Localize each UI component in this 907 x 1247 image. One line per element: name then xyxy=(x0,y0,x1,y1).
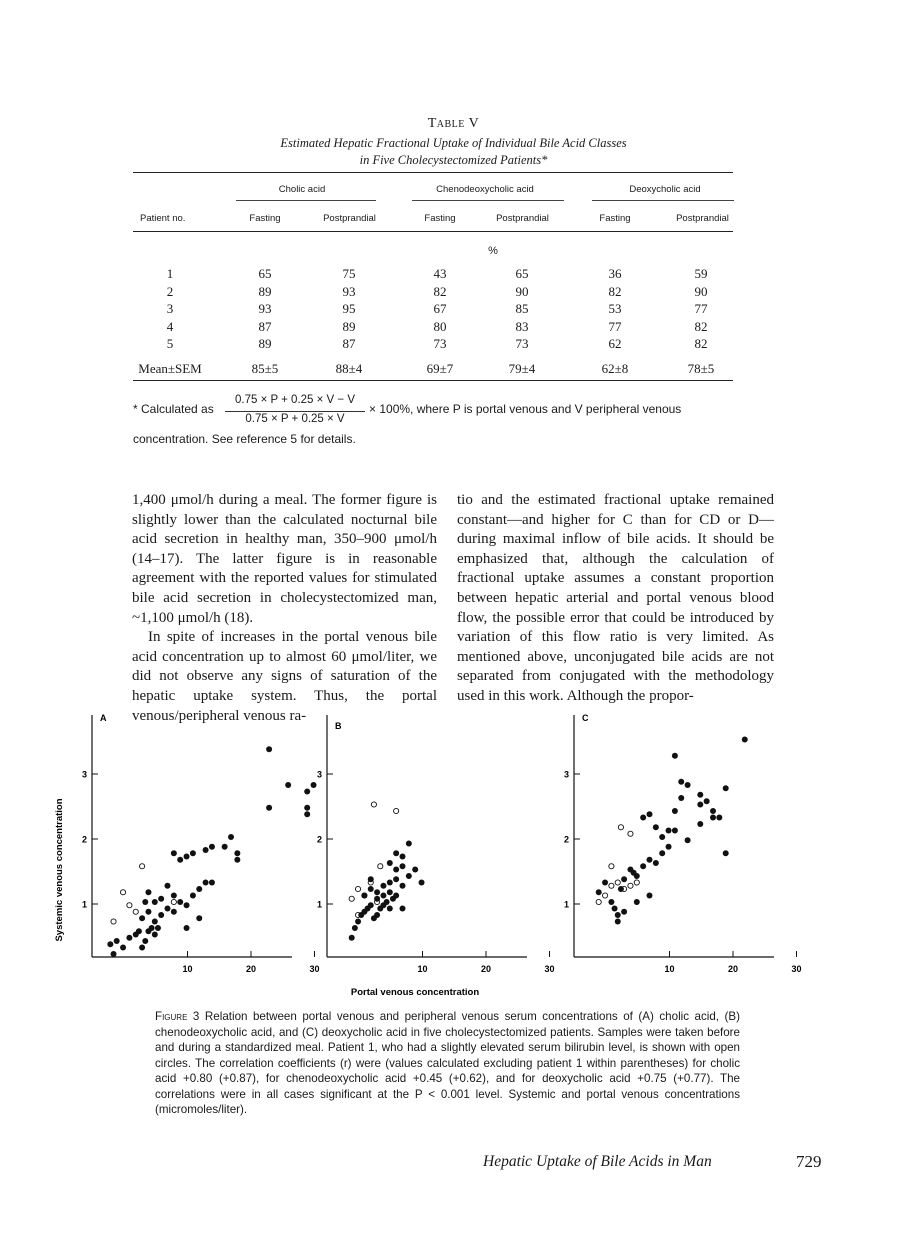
data-point-filled xyxy=(400,863,406,869)
data-point-filled xyxy=(126,935,132,941)
table-top-rule xyxy=(133,172,733,173)
data-point-filled xyxy=(285,782,291,788)
figure-caption xyxy=(155,1009,740,1118)
footnote-prefix: * Calculated as xyxy=(133,402,214,416)
data-point-open xyxy=(609,883,614,888)
data-point-filled xyxy=(406,873,412,879)
data-point-filled xyxy=(266,746,272,752)
scatter-panel-a xyxy=(82,713,320,974)
table-row-cell: 93 xyxy=(258,301,272,316)
data-point-filled xyxy=(266,805,272,811)
data-point-filled xyxy=(387,889,393,895)
table-row-cell: 85 xyxy=(515,301,529,316)
table-row-row-label: 4 xyxy=(166,318,174,334)
formula-numerator: 0.75 × P + 0.25 × V − V xyxy=(235,394,355,406)
data-point-filled xyxy=(203,880,209,886)
group-rule-cholic xyxy=(236,200,376,201)
table-bottom-rule xyxy=(133,380,733,381)
data-point-filled xyxy=(349,935,355,941)
data-point-filled xyxy=(368,886,374,892)
data-point-filled xyxy=(716,815,722,821)
data-point-filled xyxy=(196,915,202,921)
table-row-cell: 82 xyxy=(694,336,708,351)
data-point-filled xyxy=(209,844,215,850)
data-point-filled xyxy=(634,873,640,879)
data-point-filled xyxy=(158,896,164,902)
table-row-cell: 73 xyxy=(433,336,447,351)
subheader-2: Postprandial xyxy=(323,213,376,224)
data-point-filled xyxy=(136,928,142,934)
x-tick-label: 30 xyxy=(791,964,802,974)
table-row-row-label: 5 xyxy=(166,336,174,351)
table-row-cell: 73 xyxy=(515,336,529,351)
data-point-filled xyxy=(158,912,164,918)
y-tick-label: 3 xyxy=(563,769,569,780)
caption-text: Relation between portal venous and peripheral venous serum concentrations of (A) cholic acid, (B) chenodeoxycholic acid, and (C) deoxycholic acid in five cholecystectomized patients. Samples were taken before and during a standardized meal. Patient 1, who had a slightly elevated serum bilirubin level, is shown with open circles. The correlation coefficients (r) were (values calculated excluding patient 1 within parentheses) for cholic acid +0.80 (+0.87), for chenodeoxycholic acid +0.45 (+0.62), and for deoxycholic acid +0.75 (+0.77). The correlations were in all cases significant at the P < 0.001 level. Systemic and portal venous concentrations (micromoles/liter). xyxy=(155,1010,740,1116)
y-axis-label: Systemic venous concentration xyxy=(54,798,65,942)
caption-label: Figure 3 xyxy=(155,1010,200,1023)
data-point-filled xyxy=(368,902,374,908)
data-point-filled xyxy=(659,834,665,840)
formula-bar xyxy=(225,411,365,412)
table-row-cell: 80 xyxy=(433,318,447,334)
data-point-filled xyxy=(621,876,627,882)
data-point-filled xyxy=(659,850,665,856)
table-row-cell: 87 xyxy=(342,336,356,351)
table-row-cell: 90 xyxy=(515,283,529,299)
data-point-filled xyxy=(672,828,678,834)
data-point-filled xyxy=(374,912,380,918)
data-point-filled xyxy=(387,906,393,912)
table-subtitle-line1: Estimated Hepatic Fractional Uptake of Individual Bile Acid Classes xyxy=(280,136,627,150)
group-rule-deoxy xyxy=(592,200,734,201)
data-point-filled xyxy=(222,844,228,850)
page-number: 729 xyxy=(796,1152,822,1171)
data-point-filled xyxy=(139,945,145,951)
data-point-open xyxy=(371,802,376,807)
table-row-cell: 89 xyxy=(342,318,356,334)
table-row-cell: 65 xyxy=(258,266,272,281)
data-point-filled xyxy=(352,925,358,931)
table-row-cell: 62 xyxy=(608,336,622,351)
x-tick-label: 10 xyxy=(664,964,675,974)
data-point-filled xyxy=(666,844,672,850)
data-point-filled xyxy=(304,811,310,817)
data-point-filled xyxy=(678,795,684,801)
data-point-filled xyxy=(190,850,196,856)
figure-3-scatter-plots xyxy=(50,705,820,1005)
data-point-filled xyxy=(400,883,406,889)
y-tick-label: 2 xyxy=(316,834,322,845)
y-tick-label: 2 xyxy=(563,834,569,845)
panel-letter: B xyxy=(335,721,342,731)
scatter-panel-b xyxy=(317,715,555,974)
data-point-filled xyxy=(120,945,126,951)
patient-header: Patient no. xyxy=(140,213,186,224)
table-row-row-label: 3 xyxy=(166,301,174,316)
mean-cell: 85±5 xyxy=(251,361,279,376)
y-tick-label: 1 xyxy=(563,899,569,910)
data-point-filled xyxy=(615,919,621,925)
body-left-column xyxy=(132,491,437,726)
data-point-filled xyxy=(710,808,716,814)
footnote-line2: concentration. See reference 5 for details. xyxy=(133,432,356,446)
table-title: Table V xyxy=(427,116,480,131)
table-row-cell: 77 xyxy=(694,301,708,316)
data-point-filled xyxy=(393,850,399,856)
table-row-cell: 82 xyxy=(694,318,708,334)
y-tick-label: 1 xyxy=(316,899,322,910)
scatter-panel-c xyxy=(564,713,802,974)
data-point-filled xyxy=(647,857,653,863)
group-header-cholic: Cholic acid xyxy=(278,184,326,195)
data-point-filled xyxy=(672,808,678,814)
y-tick-label: 1 xyxy=(81,899,87,910)
data-point-open xyxy=(596,899,601,904)
formula-denominator: 0.75 × P + 0.25 × V xyxy=(245,413,345,425)
mean-cell: 78±5 xyxy=(687,361,715,376)
subheader-3: Fasting xyxy=(424,213,456,224)
data-point-filled xyxy=(234,850,240,856)
data-point-open xyxy=(140,864,145,869)
data-point-filled xyxy=(596,889,602,895)
data-point-filled xyxy=(111,951,117,957)
data-point-filled xyxy=(640,815,646,821)
data-point-filled xyxy=(412,867,418,873)
data-point-open xyxy=(634,880,639,885)
data-point-filled xyxy=(653,860,659,866)
table-header-rule xyxy=(133,231,733,232)
table-row-cell: 82 xyxy=(433,283,447,299)
body-left-paragraph-1: 1,400 μmol/h during a meal. The former figure is slightly lower than the calculated nocturnal bile acid secretion in healthy man, 350–900 μmol/h (14–17). The latter figure is in reasonable agreement with the reported values for stimulated bile acid secretion in cholecystectomized man, ~1,100 μmol/h (18). xyxy=(132,492,437,626)
data-point-filled xyxy=(149,925,155,931)
data-point-filled xyxy=(678,779,684,785)
data-point-filled xyxy=(393,893,399,899)
mean-cell: 88±4 xyxy=(335,361,363,376)
table-row-cell: 77 xyxy=(608,318,622,334)
group-rule-cheno xyxy=(412,200,564,201)
body-right-column: tio and the estimated fractional uptake remained constant—and higher for C than for CD or D—during maximal inflow of bile acids. It should be emphasized that, although the calculation of fractional uptake assumes a constant proportion between hepatic arterial and portal venous blood flow, the possible error that could be introduced by variation of this flow ratio is very limited. As mentioned above, unconjugated bile acids are not separated from conjugated with the methodology used in this work. Although the propor- xyxy=(457,492,774,704)
data-point-filled xyxy=(203,847,209,853)
table-row-cell: 75 xyxy=(342,266,356,281)
subheader-1: Fasting xyxy=(249,213,281,224)
table-row-cell: 95 xyxy=(342,301,356,316)
data-point-filled xyxy=(400,906,406,912)
x-tick-label: 10 xyxy=(417,964,428,974)
data-point-filled xyxy=(171,909,177,915)
mean-cell: 79±4 xyxy=(508,361,536,376)
panel-letter: C xyxy=(582,713,589,723)
data-point-filled xyxy=(608,899,614,905)
data-point-filled xyxy=(710,815,716,821)
y-tick-label: 3 xyxy=(81,769,87,780)
data-point-open xyxy=(628,883,633,888)
data-point-filled xyxy=(640,863,646,869)
data-point-filled xyxy=(139,915,145,921)
data-point-filled xyxy=(355,919,361,925)
data-point-filled xyxy=(165,906,171,912)
table-row-cell: 36 xyxy=(608,266,622,281)
data-point-filled xyxy=(653,824,659,830)
table-row-cell: 67 xyxy=(433,301,447,316)
data-point-filled xyxy=(304,789,310,795)
data-point-open xyxy=(615,880,620,885)
data-point-filled xyxy=(311,782,317,788)
data-point-filled xyxy=(107,941,113,947)
table-row-row-label: 1 xyxy=(166,266,174,281)
mean-cell: 62±8 xyxy=(601,361,629,376)
data-point-filled xyxy=(384,899,390,905)
mean-cell: 69±7 xyxy=(426,361,454,376)
data-point-filled xyxy=(171,893,177,899)
body-left-paragraph-2: In spite of increases in the portal venous bile acid concentration up to almost 60 μmol/liter, we did not observe any signs of saturation of the hepatic uptake system. Thus, the portal venous/peripheral venous ra- xyxy=(132,629,437,724)
data-point-filled xyxy=(145,889,151,895)
data-point-filled xyxy=(142,938,148,944)
data-point-filled xyxy=(612,906,618,912)
y-tick-label: 3 xyxy=(316,769,322,780)
data-point-open xyxy=(133,909,138,914)
data-point-filled xyxy=(387,880,393,886)
x-tick-label: 10 xyxy=(182,964,193,974)
data-point-open xyxy=(609,864,614,869)
data-point-filled xyxy=(165,883,171,889)
data-point-filled xyxy=(704,798,710,804)
data-point-open xyxy=(618,825,623,830)
x-tick-label: 20 xyxy=(727,964,739,974)
mean-row-label: Mean±SEM xyxy=(138,361,202,376)
data-point-filled xyxy=(196,886,202,892)
table-row-cell: 90 xyxy=(694,283,708,299)
subheader-6: Postprandial xyxy=(676,213,729,224)
data-point-filled xyxy=(114,938,120,944)
data-point-filled xyxy=(647,893,653,899)
data-point-filled xyxy=(419,880,425,886)
data-point-filled xyxy=(666,828,672,834)
data-point-open xyxy=(394,808,399,813)
data-point-filled xyxy=(234,857,240,863)
data-point-filled xyxy=(393,876,399,882)
data-point-filled xyxy=(393,867,399,873)
data-point-filled xyxy=(304,805,310,811)
data-point-filled xyxy=(177,899,183,905)
data-point-open xyxy=(120,890,125,895)
data-point-filled xyxy=(177,857,183,863)
x-tick-label: 30 xyxy=(544,964,555,974)
data-point-filled xyxy=(621,909,627,915)
data-point-filled xyxy=(647,811,653,817)
table-row-cell: 82 xyxy=(608,283,622,299)
data-point-filled xyxy=(190,893,196,899)
data-point-filled xyxy=(380,883,386,889)
data-point-filled xyxy=(672,753,678,759)
table-row-cell: 65 xyxy=(515,266,529,281)
data-point-filled xyxy=(723,850,729,856)
panel-letter: A xyxy=(100,713,107,723)
x-tick-label: 20 xyxy=(245,964,257,974)
data-point-filled xyxy=(602,880,608,886)
data-point-filled xyxy=(142,899,148,905)
data-point-filled xyxy=(406,841,412,847)
table-row-cell: 89 xyxy=(258,283,272,299)
data-point-open xyxy=(378,864,383,869)
data-point-filled xyxy=(228,834,234,840)
x-axis-label: Portal venous concentration xyxy=(350,987,480,998)
data-point-filled xyxy=(374,889,380,895)
data-point-filled xyxy=(697,792,703,798)
table-row-row-label: 2 xyxy=(166,283,174,299)
data-point-filled xyxy=(184,925,190,931)
table-subtitle-line2: in Five Cholecystectomized Patients* xyxy=(359,153,548,167)
subheader-4: Postprandial xyxy=(496,213,549,224)
data-point-filled xyxy=(155,925,161,931)
data-point-filled xyxy=(184,854,190,860)
table-row-cell: 83 xyxy=(515,318,529,334)
table-row-cell: 59 xyxy=(694,266,708,281)
data-point-filled xyxy=(742,737,748,743)
data-point-open xyxy=(349,896,354,901)
data-point-filled xyxy=(152,919,158,925)
data-point-filled xyxy=(209,880,215,886)
table-row-cell: 53 xyxy=(608,301,622,316)
table-row-cell: 93 xyxy=(342,283,356,299)
data-point-open xyxy=(602,893,607,898)
data-point-filled xyxy=(184,902,190,908)
x-tick-label: 20 xyxy=(480,964,492,974)
y-tick-label: 2 xyxy=(81,834,87,845)
table-row-cell: 43 xyxy=(433,266,447,281)
data-point-open xyxy=(628,831,633,836)
data-point-filled xyxy=(685,782,691,788)
data-point-filled xyxy=(380,893,386,899)
group-header-cheno: Chenodeoxycholic acid xyxy=(436,184,534,195)
data-point-filled xyxy=(171,850,177,856)
data-point-filled xyxy=(387,860,393,866)
table-row-cell: 89 xyxy=(258,336,272,351)
data-point-filled xyxy=(634,899,640,905)
subheader-5: Fasting xyxy=(599,213,631,224)
data-point-filled xyxy=(400,854,406,860)
data-point-filled xyxy=(697,802,703,808)
data-point-open xyxy=(111,919,116,924)
data-point-filled xyxy=(697,821,703,827)
data-point-open xyxy=(127,903,132,908)
x-tick-label: 30 xyxy=(309,964,320,974)
unit-label: % xyxy=(488,245,498,257)
data-point-filled xyxy=(145,909,151,915)
data-point-open xyxy=(171,899,176,904)
data-point-filled xyxy=(152,932,158,938)
data-point-filled xyxy=(723,785,729,791)
footnote-suffix: × 100%, where P is portal venous and V peripheral venous xyxy=(369,402,682,416)
running-head: Hepatic Uptake of Bile Acids in Man xyxy=(483,1153,712,1170)
table-row-cell: 87 xyxy=(258,318,272,334)
data-point-open xyxy=(355,886,360,891)
group-header-deoxy: Deoxycholic acid xyxy=(629,184,701,195)
data-point-filled xyxy=(615,912,621,918)
data-point-filled xyxy=(685,837,691,843)
data-point-filled xyxy=(152,899,158,905)
